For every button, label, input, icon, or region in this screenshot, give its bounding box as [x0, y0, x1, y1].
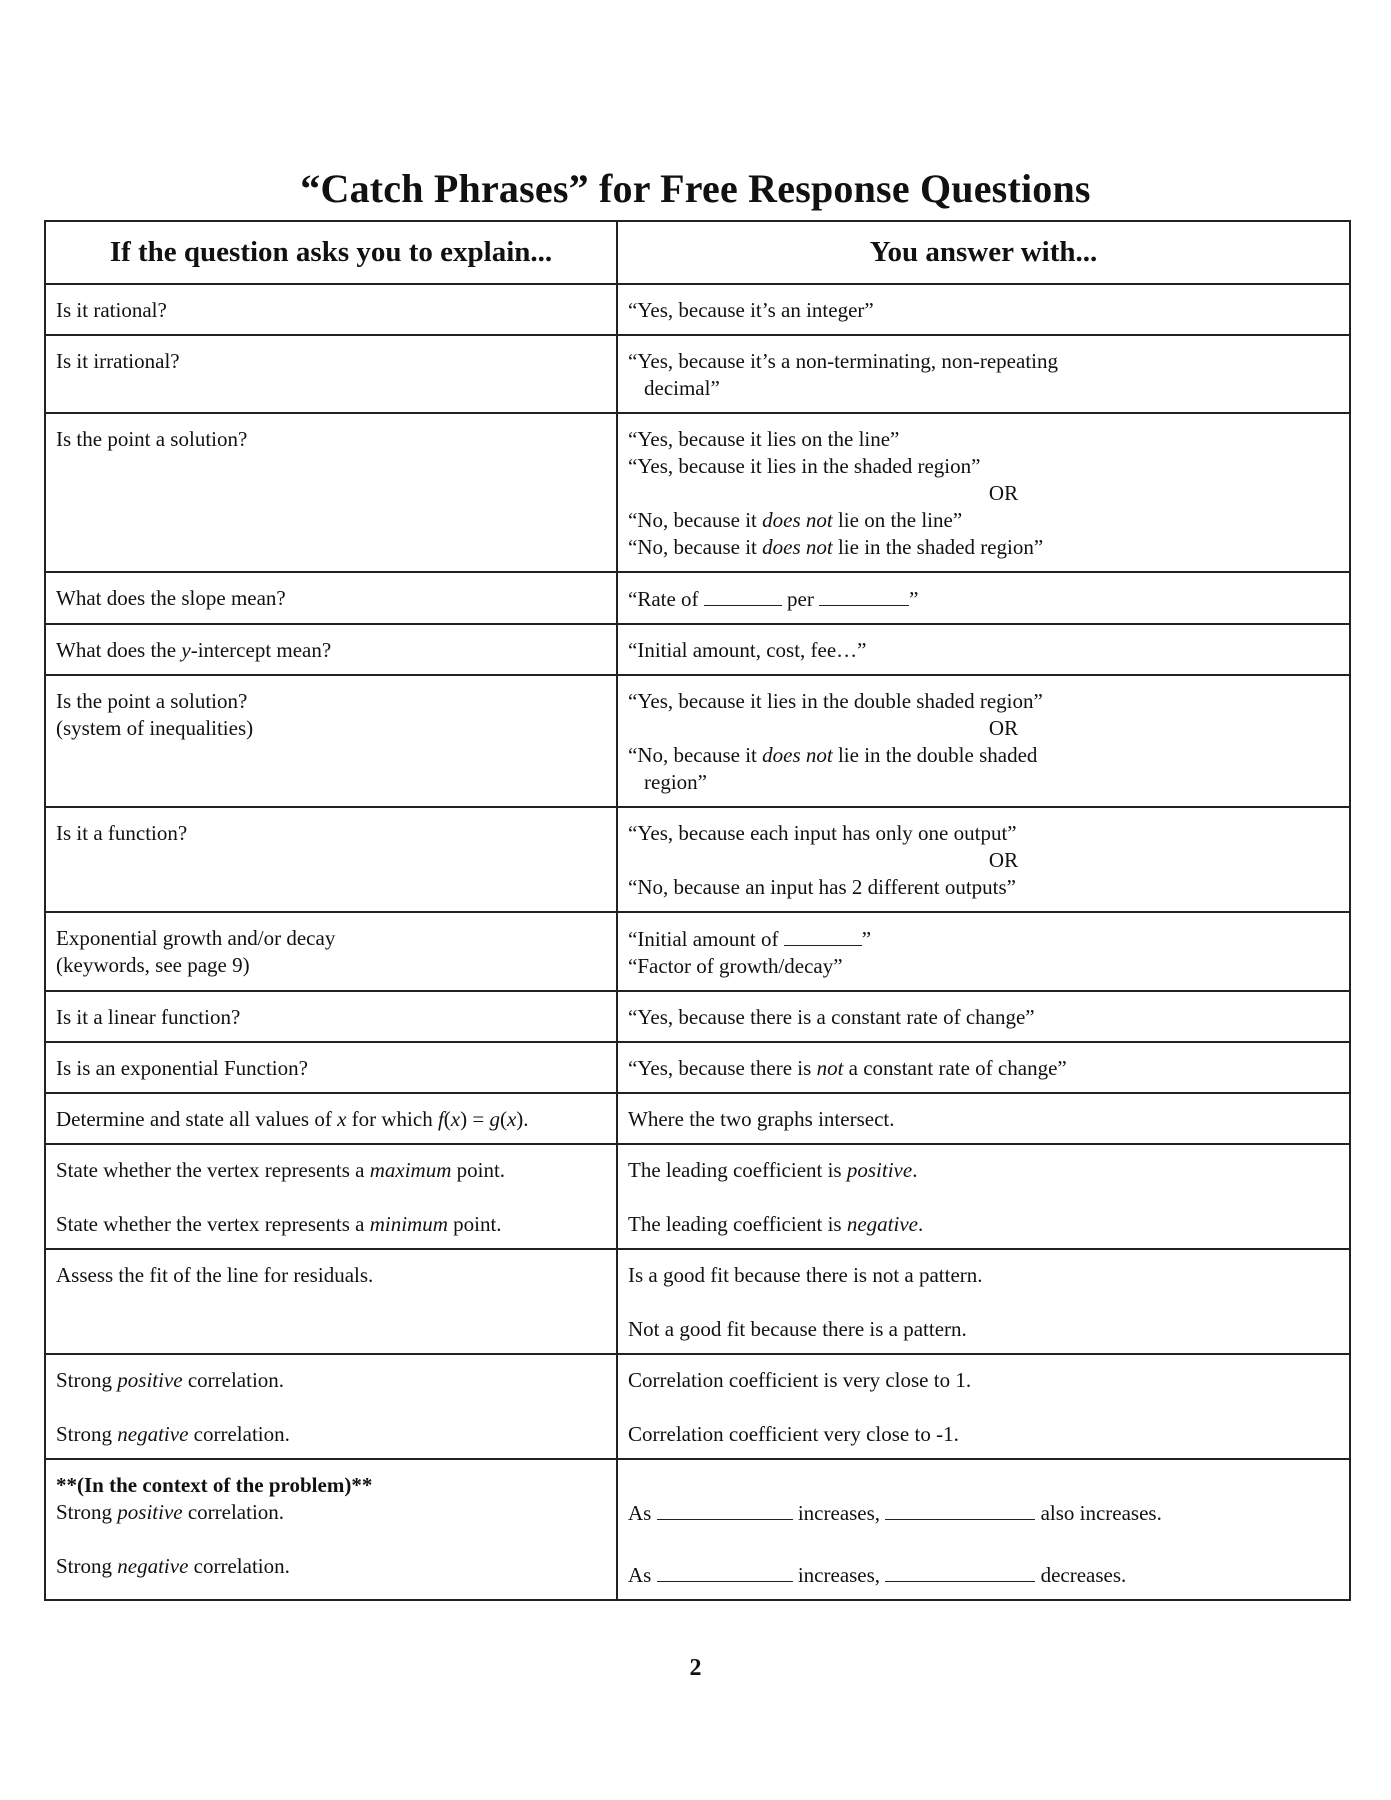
table-row — [45, 1093, 1350, 1144]
question-emphasis: positive — [117, 1368, 183, 1392]
question-cell: Determine and state all values of x for which f(x) = g(x). — [45, 1093, 617, 1144]
answer-text-part: a constant rate of change” — [843, 1056, 1067, 1080]
question-text-part: ) = — [460, 1107, 490, 1131]
fill-in-blank — [885, 1561, 1035, 1582]
question-text: Is is an exponential Function? — [56, 1056, 308, 1080]
question-text — [56, 1499, 606, 1526]
answer-text-part: “No, because it — [628, 535, 763, 559]
question-text-part: State whether the vertex represents a — [56, 1212, 370, 1236]
answer-text: “Initial amount, cost, fee…” — [628, 638, 867, 662]
answer-text: “No, because an input has 2 different outputs” — [628, 875, 1016, 899]
table-row — [45, 1042, 1350, 1093]
answer-cell — [617, 1042, 1350, 1093]
question-text-part: point. — [447, 1212, 502, 1236]
answer-text-part: also increases. — [1040, 1501, 1162, 1525]
question-cell — [45, 1459, 617, 1600]
question-cell — [45, 675, 617, 807]
answer-text: “Factor of growth/decay” — [628, 954, 843, 978]
table-row — [45, 572, 1350, 624]
answer-emphasis: positive — [846, 1158, 913, 1182]
table-row — [45, 1144, 1350, 1249]
question-text: What does the slope mean? — [56, 586, 286, 610]
table-row — [45, 991, 1350, 1042]
answer-cell — [617, 284, 1350, 335]
answer-emphasis: negative — [846, 1212, 918, 1236]
answer-text-part: “No, because it — [628, 743, 763, 767]
question-text — [56, 1421, 606, 1448]
fill-in-blank — [657, 1499, 793, 1520]
table-row — [45, 1459, 1350, 1600]
answer-text: “Yes, because there is a constant rate of change” — [628, 1005, 1035, 1029]
answer-text-part: “Initial amount of — [628, 927, 779, 951]
or-separator: OR — [988, 848, 1019, 872]
answer-text: decimal” — [644, 376, 720, 400]
answer-text-part: ” — [861, 927, 872, 951]
fill-in-blank — [657, 1561, 793, 1582]
answer-text: Is a good fit because there is not a pattern. — [628, 1263, 983, 1287]
answer-text — [628, 1561, 1339, 1589]
table-row — [45, 624, 1350, 675]
answer-text: region” — [644, 770, 707, 794]
answer-cell — [617, 1249, 1350, 1354]
or-separator: OR — [988, 481, 1019, 505]
question-text — [56, 1553, 606, 1580]
answer-text — [628, 1211, 1339, 1238]
answer-text — [628, 1157, 1339, 1184]
question-text-part: Strong — [56, 1422, 118, 1446]
question-emphasis: f — [437, 1107, 444, 1131]
table-row — [45, 675, 1350, 807]
question-cell — [45, 413, 617, 572]
answer-text: Not a good fit because there is a pattern. — [628, 1317, 967, 1341]
question-emphasis: positive — [117, 1500, 183, 1524]
spacer — [56, 1526, 606, 1553]
answer-text — [628, 507, 1339, 534]
page-title: “Catch Phrases” for Free Response Questions — [300, 166, 1091, 211]
answer-emphasis: not — [816, 1056, 844, 1080]
answer-emphasis: does not — [762, 535, 833, 559]
table-row — [45, 912, 1350, 991]
question-cell — [45, 1042, 617, 1093]
question-text: Is it irrational? — [56, 349, 180, 373]
answer-text: “Yes, because it lies in the double shaded region” — [628, 689, 1043, 713]
answer-cell — [617, 807, 1350, 912]
answer-text — [628, 925, 1339, 953]
question-text: Assess the fit of the line for residuals. — [56, 1263, 374, 1287]
answer-cell — [617, 991, 1350, 1042]
answer-text — [628, 534, 1339, 561]
question-text: (system of inequalities) — [56, 716, 254, 740]
answer-text-part: “Rate of — [628, 587, 699, 611]
answer-cell — [617, 572, 1350, 624]
answer-emphasis: does not — [762, 508, 833, 532]
answer-text-part: ” — [909, 587, 919, 611]
question-text — [56, 1211, 606, 1238]
catch-phrases-table — [44, 220, 1351, 1601]
answer-text-part: . — [912, 1158, 918, 1182]
question-cell — [45, 572, 617, 624]
answer-cell — [617, 1144, 1350, 1249]
spacer — [56, 1394, 606, 1421]
answer-cell — [617, 912, 1350, 991]
question-text-part: Strong — [56, 1368, 118, 1392]
question-text-part: correlation. — [182, 1500, 285, 1524]
question-text: Is the point a solution? — [56, 427, 248, 451]
question-text-part: State whether the vertex represents a — [56, 1158, 370, 1182]
question-emphasis: x — [450, 1107, 461, 1131]
question-emphasis: negative — [117, 1554, 189, 1578]
question-emphasis: x — [337, 1107, 347, 1131]
question-cell — [45, 335, 617, 413]
question-text: Is it a linear function? — [56, 1005, 241, 1029]
answer-text-part: lie in the double shaded — [832, 743, 1038, 767]
question-emphasis: minimum — [369, 1212, 448, 1236]
answer-text-part: The leading coefficient is — [628, 1212, 847, 1236]
question-text-part: ). — [516, 1107, 529, 1131]
answer-cell — [617, 675, 1350, 807]
answer-text: “Yes, because it’s an integer” — [628, 298, 874, 322]
question-cell — [45, 912, 617, 991]
fill-in-blank — [704, 585, 782, 606]
answer-text: Correlation coefficient is very close to 1. — [628, 1368, 972, 1392]
answer-cell — [617, 413, 1350, 572]
question-text-part: correlation. — [188, 1554, 290, 1578]
table-row — [45, 1354, 1350, 1459]
answer-cell — [617, 335, 1350, 413]
question-text-part: Strong — [56, 1500, 118, 1524]
answer-text: “Yes, because it’s a non-terminating, non-repeating — [628, 349, 1058, 373]
question-cell — [45, 807, 617, 912]
or-separator: OR — [988, 716, 1019, 740]
question-emphasis: g — [489, 1107, 500, 1131]
answer-text-part: per — [787, 587, 814, 611]
answer-text-part: “Yes, because there is — [628, 1056, 817, 1080]
fill-in-blank — [819, 585, 909, 606]
spacer — [56, 1184, 606, 1211]
answer-text-part: lie in the shaded region” — [832, 535, 1044, 559]
question-text-part: What does the — [56, 638, 182, 662]
context-note: **(In the context of the problem)** — [56, 1473, 373, 1497]
answer-cell — [617, 1354, 1350, 1459]
page-number: 2 — [689, 1655, 702, 1681]
fill-in-blank — [885, 1499, 1035, 1520]
answer-text-part: increases, — [797, 1563, 881, 1587]
answer-text: Where the two graphs intersect. — [628, 1107, 895, 1131]
answer-text-part: “No, because it — [628, 508, 763, 532]
answer-cell — [617, 1459, 1350, 1600]
spacer — [628, 1394, 1339, 1421]
question-cell — [45, 1144, 617, 1249]
answer-text: “Yes, because each input has only one output” — [628, 821, 1017, 845]
answer-text: “Yes, because it lies in the shaded region” — [628, 454, 981, 478]
question-text-part: Strong — [56, 1554, 118, 1578]
question-cell — [45, 624, 617, 675]
answer-text-part: increases, — [797, 1501, 881, 1525]
table-row — [45, 413, 1350, 572]
table-row — [45, 807, 1350, 912]
question-text — [56, 1157, 606, 1184]
answer-text-part: lie on the line” — [832, 508, 963, 532]
question-text — [56, 1367, 606, 1394]
spacer — [628, 1527, 1339, 1561]
answer-text — [628, 1499, 1339, 1527]
question-cell — [45, 991, 617, 1042]
question-text-part: correlation. — [182, 1368, 285, 1392]
question-cell — [45, 284, 617, 335]
answer-cell — [617, 1093, 1350, 1144]
table-header-row — [45, 221, 1350, 284]
header-question: If the question asks you to explain... — [45, 221, 617, 284]
table-row — [45, 335, 1350, 413]
table-row — [45, 284, 1350, 335]
question-cell — [45, 1249, 617, 1354]
answer-text: “Yes, because it lies on the line” — [628, 427, 900, 451]
answer-text-part: . — [918, 1212, 924, 1236]
question-text-part: point. — [451, 1158, 506, 1182]
answer-text-part: As — [628, 1501, 652, 1525]
question-text-part: for which — [346, 1107, 438, 1131]
question-text: (keywords, see page 9) — [56, 953, 250, 977]
question-emphasis: x — [506, 1107, 517, 1131]
answer-emphasis: does not — [762, 743, 833, 767]
answer-text-part: As — [628, 1563, 652, 1587]
fill-in-blank — [784, 925, 862, 946]
question-text-part: Determine and state all values of — [56, 1107, 338, 1131]
question-cell — [45, 1354, 617, 1459]
question-text: Is it a function? — [56, 821, 188, 845]
answer-cell — [617, 624, 1350, 675]
header-answer: You answer with... — [617, 221, 1350, 284]
question-text: Is the point a solution? — [56, 689, 248, 713]
question-emphasis: y — [181, 638, 191, 662]
answer-text-part: decreases. — [1040, 1563, 1127, 1587]
question-text-part: -intercept mean? — [190, 638, 332, 662]
question-text: Is it rational? — [56, 298, 167, 322]
spacer — [628, 1289, 1339, 1316]
spacer — [628, 1184, 1339, 1211]
answer-text: Correlation coefficient very close to -1. — [628, 1422, 959, 1446]
table-row — [45, 1249, 1350, 1354]
question-text-part: correlation. — [188, 1422, 290, 1446]
question-emphasis: negative — [117, 1422, 189, 1446]
answer-text-part: The leading coefficient is — [628, 1158, 847, 1182]
question-text: Exponential growth and/or decay — [56, 926, 336, 950]
answer-text — [628, 742, 1339, 769]
question-emphasis: maximum — [369, 1158, 452, 1182]
